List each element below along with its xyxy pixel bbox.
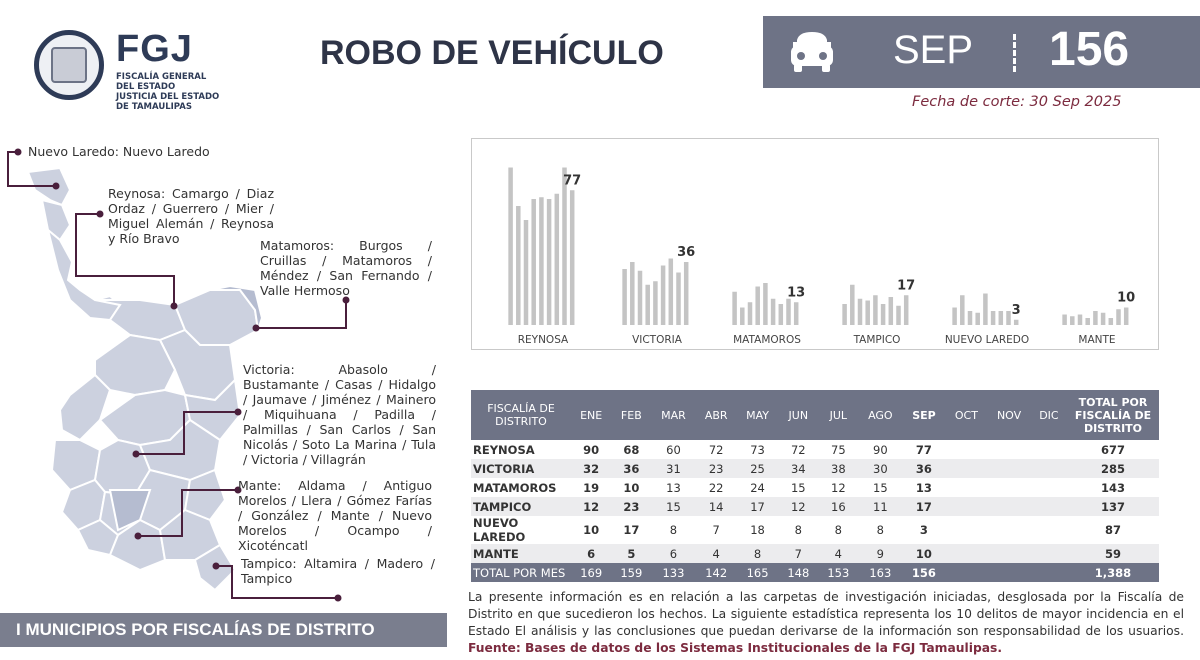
table-cell: 75 (831, 442, 846, 457)
table-cell: 25 (737, 459, 778, 478)
bar-matamoros-abr (755, 287, 760, 326)
table-row (471, 516, 1159, 544)
table-cell: 677 (1100, 442, 1125, 457)
table-cell: 24 (750, 480, 765, 495)
table-cell: 90 (583, 442, 600, 457)
bar-tampico-jul (889, 297, 894, 325)
table-cell (946, 440, 988, 459)
table-cell: 7 (778, 544, 818, 563)
table-cell: 31 (651, 459, 695, 478)
category-label-tampico: TAMPICO (853, 334, 901, 346)
bar-reynosa-ene (508, 168, 512, 326)
table-cell: 6 (651, 544, 695, 563)
district-name: REYNOSA (473, 442, 535, 457)
table-cell: 68 (623, 442, 640, 457)
total-cell (987, 563, 1031, 582)
bar-reynosa-ago (562, 168, 567, 326)
table-row (471, 478, 1159, 497)
table-cell (946, 478, 988, 497)
header-cell-1: ENE (571, 390, 611, 440)
table-row (471, 459, 1159, 478)
bar-victoria-may (653, 281, 658, 325)
table-cell: 36 (611, 459, 651, 478)
table-cell (987, 459, 1031, 478)
total-cell: 133 (651, 563, 695, 582)
table-cell: 87 (1104, 523, 1121, 537)
table-cell: 38 (818, 459, 858, 478)
data-label-victoria: 36 (677, 245, 696, 260)
table-cell: 15 (873, 480, 888, 495)
bar-reynosa-abr (531, 199, 536, 325)
total-row (471, 563, 1159, 582)
label-mante: Mante: Aldama / Antiguo Morelos / Llera / Gómez Farías / González / Mante / Nuevo Morelos / Ocampo / Xicoténcatl (238, 478, 432, 553)
total-cell: 165 (737, 563, 778, 582)
month-summary-header (763, 16, 1200, 88)
table-cell: 34 (778, 459, 818, 478)
table-cell: 72 (708, 442, 724, 457)
bar-tampico-abr (865, 301, 870, 326)
bar-mante-mar (1078, 315, 1083, 326)
table-cell: 12 (778, 497, 818, 516)
table-cell (946, 497, 988, 516)
label-matamoros: Matamoros: Burgos / Cruillas / Matamoros / Méndez / San Fernando / Valle Hermoso (260, 238, 432, 298)
bar-tampico-mar (858, 299, 863, 325)
current-month: SEP (893, 28, 974, 72)
bar-victoria-jun (661, 266, 666, 326)
table-cell: 15 (790, 480, 806, 495)
bar-matamoros-mar (748, 302, 753, 325)
table-cell (1031, 516, 1067, 544)
data-label-nuevo-laredo: 3 (1011, 302, 1021, 318)
bar-victoria-abr (645, 285, 650, 325)
note-source: Fuente: Bases de datos de los Sistemas Institucionales de la FGJ Tamaulipas. (468, 641, 1003, 655)
bar-tampico-feb (850, 285, 855, 325)
table-cell (1031, 459, 1067, 478)
header-cell-4: ABR (696, 390, 737, 440)
table-cell: 15 (651, 497, 695, 516)
bar-tampico-ene (842, 304, 847, 325)
total-cell: 159 (611, 563, 651, 582)
bar-tampico-jun (881, 304, 886, 325)
label-victoria: Victoria: Abasolo / Bustamante / Casas / Hidalgo / Jaumave / Jiménez / Mainero / Miquihuana / Padilla / Palmillas / San Carlos / San Nicolás / Soto La Marina / Tula / Victoria / Villagrán (243, 362, 436, 467)
table-cell: 73 (750, 442, 765, 457)
label-tampico: Tampico: Altamira / Madero / Tampico (241, 556, 435, 586)
table-row (471, 544, 1159, 563)
bar-victoria-jul (669, 259, 674, 326)
label-nuevo-laredo: Nuevo Laredo: Nuevo Laredo (28, 144, 210, 159)
table-cell (1031, 478, 1067, 497)
table-cell: 13 (666, 480, 681, 495)
data-label-tampico: 17 (897, 278, 916, 294)
bar-nuevo-laredo-abr (975, 313, 980, 325)
bar-matamoros-ene (732, 292, 737, 325)
org-name (116, 72, 226, 112)
bar-matamoros-jun (771, 299, 776, 325)
bar-matamoros-may (763, 283, 768, 325)
category-label-nuevo-laredo: NUEVO LAREDO (944, 334, 1030, 346)
table-cell: 23 (611, 497, 651, 516)
data-label-reynosa: 77 (563, 173, 582, 189)
district-name: VICTORIA (471, 459, 571, 478)
bar-reynosa-jul (555, 194, 560, 325)
table-cell (987, 440, 1031, 459)
table-cell (1031, 497, 1067, 516)
table-cell: 13 (915, 480, 932, 495)
table-cell: 23 (696, 459, 737, 478)
header-cell-0: FISCALÍA DE DISTRITO (471, 390, 571, 440)
table-cell: 137 (1067, 497, 1159, 516)
monthly-bar-chart (471, 138, 1159, 350)
total-cell: 153 (818, 563, 858, 582)
bar-mante-may (1093, 311, 1098, 325)
header-cell-9: SEP (902, 390, 945, 440)
bar-nuevo-laredo-may (983, 294, 988, 326)
header-cell-13: TOTAL POR FISCALÍA DE DISTRITO (1067, 390, 1159, 440)
bar-nuevo-laredo-jun (991, 311, 996, 325)
table-cell (1031, 544, 1067, 563)
header-cell-11: NOV (987, 390, 1031, 440)
header-cell-6: JUN (778, 390, 818, 440)
bar-victoria-feb (630, 262, 635, 325)
bar-mante-abr (1085, 318, 1090, 325)
total-cell: 148 (778, 563, 818, 582)
district-name: NUEVO LAREDO (473, 516, 526, 544)
bar-reynosa-jun (547, 199, 552, 325)
header-cell-5: MAY (737, 390, 778, 440)
table-cell: 143 (1100, 480, 1125, 495)
header-cell-3: MAR (651, 390, 695, 440)
table-cell: 8 (834, 523, 842, 537)
table-cell: 12 (831, 480, 846, 495)
table-cell (987, 516, 1031, 544)
header-cell-7: JUL (818, 390, 858, 440)
bar-nuevo-laredo-mar (968, 311, 973, 325)
total-cell: 1,388 (1067, 563, 1159, 582)
org-name-line3: DE TAMAULIPAS (116, 102, 192, 112)
note-text: La presente información es en relación a las carpetas de investigación iniciadas, desglosada por la Fiscalía de Distrito en que sucedieron los hechos. La siguiente estadística representa los 10 delitos de mayor incidencia en el Estado El análisis y las conclusiones que puedan derivarse de la información son responsabilidad de los usuarios. (468, 590, 1184, 638)
table-cell: 59 (1067, 544, 1159, 563)
table-cell: 22 (708, 480, 724, 495)
table-cell: 8 (876, 523, 884, 537)
table-cell: 17 (623, 523, 640, 537)
table-cell (987, 497, 1031, 516)
state-shield-icon (51, 47, 87, 83)
total-cell (1031, 563, 1067, 582)
table-cell: 17 (902, 497, 945, 516)
category-label-matamoros: MATAMOROS (733, 334, 801, 346)
bar-victoria-ago (676, 273, 681, 326)
org-name-line1: FISCALÍA GENERAL DEL ESTADO (116, 72, 207, 92)
table-cell: 10 (583, 523, 600, 537)
note-paragraph (468, 589, 1184, 657)
header-cell-12: DIC (1031, 390, 1067, 440)
bar-victoria-sep (684, 262, 689, 325)
label-reynosa: Reynosa: Camargo / Diaz Ordaz / Guerrero / Mier / Miguel Alemán / Reynosa y Río Bravo (108, 186, 274, 246)
district-name: MATAMOROS (473, 480, 557, 495)
bar-matamoros-jul (779, 304, 784, 325)
table-cell (946, 459, 988, 478)
page-title: ROBO DE VEHÍCULO (320, 34, 664, 72)
table-row (471, 440, 1159, 459)
district-month-table (471, 390, 1159, 582)
table-header-row (471, 390, 1159, 440)
bar-reynosa-sep (570, 190, 575, 325)
month-total: 156 (1049, 23, 1130, 76)
bar-nuevo-laredo-ago (1006, 311, 1011, 325)
table-cell: 12 (571, 497, 611, 516)
bar-mante-feb (1070, 316, 1075, 325)
bar-mante-jul (1109, 318, 1114, 325)
table-cell: 10 (902, 544, 945, 563)
header-cell-10: OCT (946, 390, 988, 440)
bar-nuevo-laredo-sep (1014, 320, 1019, 325)
category-label-reynosa: REYNOSA (517, 334, 569, 346)
table-cell: 4 (818, 544, 858, 563)
bar-matamoros-sep (794, 302, 799, 325)
table-cell: 32 (571, 459, 611, 478)
table-cell: 19 (583, 480, 600, 495)
table-cell: 7 (712, 523, 720, 537)
total-cell (946, 563, 988, 582)
bar-tampico-may (873, 295, 878, 325)
table-cell: 77 (915, 442, 932, 457)
header-cell-2: FEB (611, 390, 651, 440)
section-title: I MUNICIPIOS POR FISCALÍAS DE DISTRITO (16, 620, 375, 639)
total-cell: 169 (571, 563, 611, 582)
fgj-seal-logo (34, 30, 104, 100)
bar-matamoros-feb (740, 308, 745, 326)
connector-matamoros (256, 300, 346, 328)
district-name: MANTE (471, 544, 571, 563)
fgj-acronym: FGJ (116, 28, 193, 70)
table-cell: 4 (696, 544, 737, 563)
bar-mante-ago (1116, 309, 1121, 325)
table-cell: 3 (919, 523, 928, 537)
bar-reynosa-mar (524, 220, 529, 325)
table-cell (1031, 440, 1067, 459)
bar-nuevo-laredo-feb (960, 295, 965, 325)
table-cell: 10 (623, 480, 640, 495)
bar-victoria-ene (622, 269, 627, 325)
header-cell-8: AGO (858, 390, 902, 440)
bar-nuevo-laredo-ene (952, 308, 957, 326)
table-cell (946, 544, 988, 563)
table-cell: 60 (666, 442, 681, 457)
section-title-bar (0, 613, 447, 647)
bar-mante-jun (1101, 313, 1106, 325)
table-cell: 90 (873, 442, 888, 457)
data-label-matamoros: 13 (787, 285, 806, 301)
chart-svg (472, 139, 1160, 351)
bar-mante-ene (1062, 315, 1067, 326)
bar-matamoros-ago (786, 299, 791, 325)
table-cell: 16 (818, 497, 858, 516)
table-cell (946, 516, 988, 544)
table-cell: 11 (858, 497, 902, 516)
bar-tampico-sep (904, 295, 909, 325)
total-cell: 156 (902, 563, 945, 582)
bar-mante-sep (1124, 308, 1129, 326)
table-cell: 8 (737, 544, 778, 563)
data-label-mante: 10 (1117, 290, 1136, 306)
table-cell: 8 (669, 523, 678, 537)
bar-reynosa-may (539, 197, 544, 325)
table-cell: 6 (571, 544, 611, 563)
table-row (471, 497, 1159, 516)
table-cell: 9 (858, 544, 902, 563)
category-label-mante: MANTE (1078, 334, 1116, 346)
org-name-line2: JUSTICIA DEL ESTADO (116, 92, 220, 102)
table-cell: 72 (790, 442, 806, 457)
car-icon (789, 30, 835, 74)
total-cell: 163 (858, 563, 902, 582)
total-cell: 142 (696, 563, 737, 582)
table-cell: 36 (902, 459, 945, 478)
table-cell: 8 (794, 523, 802, 537)
table-cell (987, 478, 1031, 497)
category-label-victoria: VICTORIA (632, 334, 682, 346)
table-cell: 14 (696, 497, 737, 516)
total-label: TOTAL POR MES (471, 563, 571, 582)
table-cell: 30 (858, 459, 902, 478)
table-cell (987, 544, 1031, 563)
cut-date: Fecha de corte: 30 Sep 2025 (912, 94, 1122, 110)
table-cell: 18 (750, 523, 765, 537)
bar-reynosa-feb (516, 206, 521, 325)
header-divider (1013, 34, 1016, 72)
table-cell: 17 (737, 497, 778, 516)
bar-nuevo-laredo-jul (999, 311, 1004, 325)
table-cell: 285 (1067, 459, 1159, 478)
table-cell: 5 (611, 544, 651, 563)
bar-tampico-ago (896, 306, 901, 325)
district-name: TAMPICO (471, 497, 571, 516)
bar-victoria-mar (638, 271, 643, 325)
